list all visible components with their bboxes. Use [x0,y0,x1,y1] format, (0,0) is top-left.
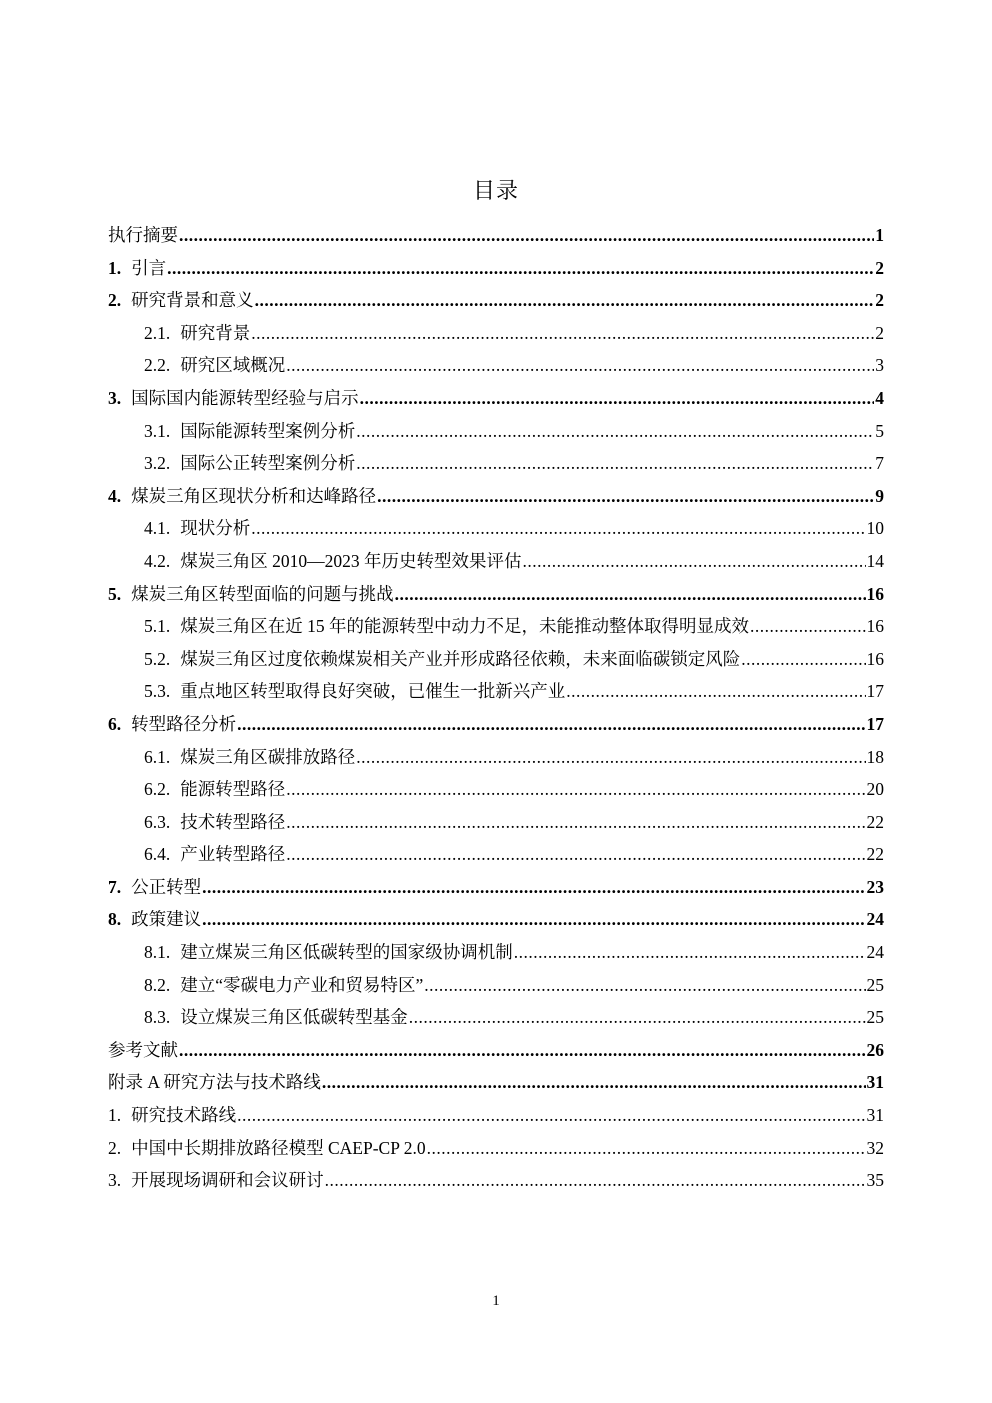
toc-entry-page: 17 [866,681,884,702]
toc-entry[interactable] [108,643,884,676]
toc-entry-number: 1. [108,1105,122,1126]
toc-entry-page: 1 [875,225,884,245]
toc-entry-number: 6.3. [144,811,171,832]
toc-entry-label: 转型路径分析 [131,713,237,734]
toc-entry-label: 研究技术路线 [131,1105,237,1126]
toc-leader-dots [237,1099,865,1132]
toc-entry-label: 设立煤炭三角区低碳转型基金 [180,1007,408,1028]
toc-entry-page: 5 [875,420,884,441]
toc-entry[interactable] [108,1066,884,1099]
toc-leader-dots [360,382,875,415]
toc-entry-page: 16 [866,648,884,669]
toc-entry[interactable] [108,252,884,285]
toc-entry-number: 6.1. [144,746,171,767]
toc-entry-label: 国际公正转型案例分析 [180,453,356,474]
toc-entry-label: 政策建议 [131,909,202,930]
toc-entry-label: 煤炭三角区在近 15 年的能源转型中动力不足，未能推动整体取得明显成效 [180,616,749,637]
toc-entry-number: 2. [108,1137,122,1158]
toc-entry-label: 煤炭三角区碳排放路径 [180,746,356,767]
toc-entry-number: 8.3. [144,1007,171,1028]
toc-entry-label: 参考文献 [108,1039,178,1060]
toc-entry-number: 3. [108,1170,122,1191]
toc-leader-dots [523,545,866,578]
toc-entry[interactable] [108,936,884,969]
toc-leader-dots [286,349,874,382]
toc-entry-label: 引言 [131,257,167,278]
toc-entry[interactable] [108,741,884,774]
toc-entry-number: 3.2. [144,453,171,474]
toc-entry-page: 9 [875,485,884,506]
toc-entry-label: 煤炭三角区 2010—2023 年历史转型效果评估 [180,550,522,571]
page-title: 目录 [472,178,519,203]
toc-entry-label: 建立煤炭三角区低碳转型的国家级协调机制 [180,942,513,963]
toc-entry-page: 22 [866,844,884,865]
toc-entry-page: 25 [866,1007,884,1028]
toc-entry-label: 执行摘要 [108,225,178,245]
toc-leader-dots [427,1132,866,1165]
toc-entry-number: 6. [108,713,122,734]
toc-entry[interactable] [108,284,884,317]
toc-entry-number: 4.2. [144,550,171,571]
toc-entry-page: 25 [866,974,884,995]
toc-entry-page: 17 [866,713,884,734]
toc-leader-dots [255,284,875,317]
toc-entry[interactable] [108,903,884,936]
toc-entry[interactable] [108,675,884,708]
toc-entry-number: 5. [108,583,122,604]
toc-entry-label: 煤炭三角区过度依赖煤炭相关产业并形成路径依赖，未来面临碳锁定风险 [180,648,741,669]
toc-leader-dots [424,969,865,1002]
toc-entry-page: 14 [866,550,884,571]
toc-entry-number: 6.2. [144,779,171,800]
toc-leader-dots [179,219,874,252]
toc-entry[interactable] [108,545,884,578]
toc-entry[interactable] [108,480,884,513]
toc-entry[interactable] [108,1034,884,1067]
toc-entry-label: 现状分析 [180,518,251,539]
toc-entry-label: 产业转型路径 [180,844,286,865]
toc-entry-page: 31 [866,1105,884,1126]
toc-entry-page: 24 [866,909,884,930]
toc-leader-dots [409,1001,866,1034]
toc-entry-number: 8. [108,909,122,930]
toc-entry-page: 2 [875,322,884,343]
toc-entry-label: 研究区域概况 [180,355,286,376]
toc-entry-page: 7 [875,453,884,474]
toc-entry-page: 26 [866,1039,884,1060]
toc-entry[interactable] [108,838,884,871]
toc-entry[interactable] [108,969,884,1002]
toc-entry-label: 公正转型 [131,876,202,897]
toc-leader-dots [286,838,865,871]
toc-entry-number: 4. [108,485,122,506]
toc-entry[interactable] [108,806,884,839]
toc-entry-label: 重点地区转型取得良好突破，已催生一批新兴产业 [180,681,566,702]
toc-leader-dots [322,1066,866,1099]
toc-entry-page: 16 [866,616,884,637]
toc-leader-dots [179,1034,866,1067]
toc-entry[interactable] [108,512,884,545]
toc-entry-number: 8.1. [144,942,171,963]
toc-entry[interactable] [108,1099,884,1132]
toc-leader-dots [395,578,866,611]
toc-entry-label: 研究背景 [180,322,251,343]
toc-leader-dots [202,871,865,904]
toc-entry-page: 2 [875,257,884,278]
toc-entry-label: 建立“零碳电力产业和贸易特区” [180,974,424,995]
toc-entry[interactable] [108,317,884,350]
toc-leader-dots [325,1164,866,1197]
toc-entry-page: 16 [866,583,884,604]
toc-leader-dots [566,675,865,708]
toc-leader-dots [750,610,866,643]
toc-entry-number: 3. [108,387,122,408]
toc-entry-number: 6.4. [144,844,171,865]
toc-entry-label: 研究背景和意义 [131,290,254,311]
toc-entry-page: 35 [866,1170,884,1191]
toc-entry-label: 能源转型路径 [180,779,286,800]
page-number: 1 [492,1293,500,1309]
toc-entry-label: 煤炭三角区现状分析和达峰路径 [131,485,377,506]
toc-leader-dots [286,806,865,839]
toc-entry[interactable] [108,1132,884,1165]
toc-entry-label: 煤炭三角区转型面临的问题与挑战 [131,583,394,604]
toc-entry-page: 24 [866,942,884,963]
toc-entry-page: 31 [866,1072,884,1093]
toc-entry-page: 20 [866,779,884,800]
toc-entry-page: 4 [875,387,884,408]
toc-leader-dots [251,512,865,545]
toc-entry[interactable] [108,1164,884,1197]
toc-entry-page: 2 [875,290,884,311]
toc-entry[interactable] [108,382,884,415]
toc-entry-label: 开展现场调研和会议研讨 [131,1170,324,1191]
toc-entry-page: 23 [866,876,884,897]
toc-entry[interactable] [108,708,884,741]
toc-entry-label: 国际国内能源转型经验与启示 [131,387,359,408]
toc-entry-number: 5.3. [144,681,171,702]
toc-entry-page: 22 [866,811,884,832]
toc-entry-number: 4.1. [144,518,171,539]
toc-leader-dots [202,903,865,936]
toc-entry-number: 7. [108,876,122,897]
toc-leader-dots [286,773,865,806]
toc-entry[interactable] [108,871,884,904]
toc-entry-number: 2.2. [144,355,171,376]
toc-entry-number: 5.1. [144,616,171,637]
toc-entry-number: 8.2. [144,974,171,995]
toc-entry-label: 附录 A 研究方法与技术路线 [108,1072,321,1093]
toc-entry[interactable] [108,1001,884,1034]
toc-leader-dots [356,447,874,480]
toc-entry[interactable] [108,415,884,448]
toc-entry-label: 中国中长期排放路径模型 CAEP-CP 2.0 [131,1137,426,1158]
toc-entry[interactable] [108,773,884,806]
toc-entry-label: 国际能源转型案例分析 [180,420,356,441]
toc-entry-number: 3.1. [144,420,171,441]
toc-entry-number: 5.2. [144,648,171,669]
toc-entry[interactable] [108,219,884,252]
toc-entry-number: 2. [108,290,122,311]
toc-entry[interactable] [108,447,884,480]
toc-entry-number: 2.1. [144,322,171,343]
toc-leader-dots [237,708,865,741]
toc-entry-page: 10 [866,518,884,539]
toc-list [108,219,884,1197]
toc-leader-dots [356,415,874,448]
toc-leader-dots [167,252,874,285]
toc-entry[interactable] [108,578,884,611]
toc-leader-dots [514,936,866,969]
toc-leader-dots [356,741,865,774]
toc-entry[interactable] [108,610,884,643]
toc-entry-page: 32 [866,1137,884,1158]
toc-leader-dots [251,317,874,350]
toc-entry-number: 1. [108,257,122,278]
table-of-contents [108,219,884,1197]
toc-leader-dots [741,643,865,676]
toc-entry[interactable] [108,349,884,382]
toc-entry-label: 技术转型路径 [180,811,286,832]
toc-entry-page: 3 [875,355,884,376]
toc-entry-page: 18 [866,746,884,767]
toc-leader-dots [377,480,874,513]
